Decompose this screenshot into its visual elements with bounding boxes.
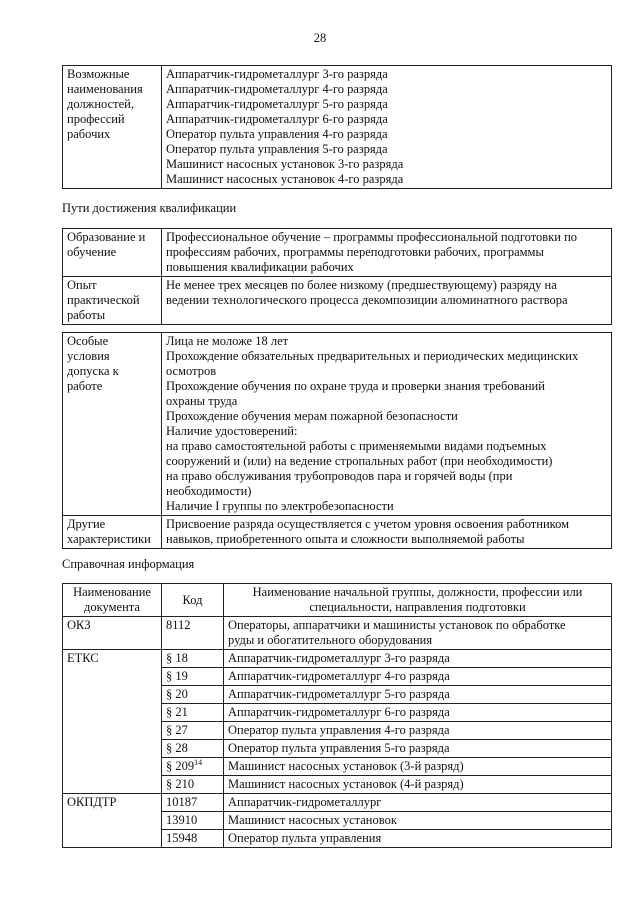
text-line: повышения квалификации рабочих — [166, 260, 354, 274]
job-title-item: Машинист насосных установок 4-го разряда — [166, 172, 404, 186]
name-cell: Аппаратчик-гидрометаллург 5-го разряда — [224, 686, 612, 704]
job-title-item: Аппаратчик-гидрометаллург 3-го разряда — [166, 67, 388, 81]
footnote-ref: 14 — [194, 757, 203, 767]
text-line: Наличие I группы по электробезопасности — [166, 499, 394, 513]
job-title-item: Машинист насосных установок 3-го разряда — [166, 157, 404, 171]
code-cell: 13910 — [162, 812, 224, 830]
table-row — [63, 277, 612, 325]
label-line: обучение — [67, 245, 117, 259]
code-cell: § 210 — [162, 776, 224, 794]
content-cell — [162, 516, 612, 549]
section-heading-paths: Пути достижения квалификации — [62, 201, 237, 215]
name-cell: Машинист насосных установок (3-й разряд) — [224, 758, 612, 776]
name-cell: Машинист насосных установок (4-й разряд) — [224, 776, 612, 794]
header-line: Наименование — [73, 585, 151, 599]
text-line: Не менее трех месяцев по более низкому (предшествующему) разряду на — [166, 278, 557, 292]
table-row — [63, 516, 612, 549]
text-line: ведении технологического процесса декомпозиции алюминатного раствора — [166, 293, 568, 307]
text-line: Присвоение разряда осуществляется с учетом уровня освоения работником — [166, 517, 569, 531]
label-line: Опыт — [67, 278, 97, 292]
label-line: условия — [67, 349, 110, 363]
label-cell — [63, 333, 162, 516]
header-code: Код — [162, 584, 224, 617]
code-cell — [162, 758, 224, 776]
code-cell: § 27 — [162, 722, 224, 740]
job-title-item: Аппаратчик-гидрометаллург 4-го разряда — [166, 82, 388, 96]
name-line: руды и обогатительного оборудования — [228, 633, 433, 647]
label-line: Особые — [67, 334, 109, 348]
name-cell — [224, 617, 612, 650]
code-cell: § 28 — [162, 740, 224, 758]
name-cell: Оператор пульта управления — [224, 830, 612, 848]
label-line: характеристики — [67, 532, 151, 546]
job-title-item: Аппаратчик-гидрометаллург 5-го разряда — [166, 97, 388, 111]
label-line: Образование и — [67, 230, 146, 244]
header-line: Наименование начальной группы, должности, профессии или — [252, 585, 583, 599]
code-cell: 8112 — [162, 617, 224, 650]
page-number: 28 — [313, 31, 327, 45]
doc-cell: ОКЗ — [63, 617, 162, 650]
label-line: рабочих — [67, 127, 111, 141]
job-title-item: Аппаратчик-гидрометаллург 6-го разряда — [166, 112, 388, 126]
doc-cell: ЕТКС — [63, 650, 162, 794]
name-line: Операторы, аппаратчики и машинисты установок по обработке — [228, 618, 566, 632]
table-row — [63, 650, 612, 668]
job-title-item: Оператор пульта управления 5-го разряда — [166, 142, 388, 156]
name-cell: Аппаратчик-гидрометаллург — [224, 794, 612, 812]
text-line: охраны труда — [166, 394, 238, 408]
label-line: профессий — [67, 112, 125, 126]
qualification-paths-table — [62, 228, 612, 325]
text-line: Профессиональное обучение – программы профессиональной подготовки по — [166, 230, 578, 244]
label-cell — [63, 277, 162, 325]
table-row — [63, 617, 612, 650]
table-row — [63, 794, 612, 812]
table-row — [63, 333, 612, 516]
label-line: работы — [67, 308, 106, 322]
label-cell — [63, 229, 162, 277]
text-line: Прохождение обязательных предварительных и периодических медицинских — [166, 349, 579, 363]
code-cell: § 20 — [162, 686, 224, 704]
label-cell — [63, 516, 162, 549]
label-line: Возможные — [67, 67, 130, 81]
text-line: сооружений и (или) на ведение стропальных работ (при необходимости) — [166, 454, 553, 468]
text-line: необходимости) — [166, 484, 252, 498]
table-row — [63, 66, 612, 189]
content-cell — [162, 333, 612, 516]
job-title-item: Оператор пульта управления 4-го разряда — [166, 127, 388, 141]
header-name — [224, 584, 612, 617]
label-line: практической — [67, 293, 140, 307]
text-line: Прохождение обучения по охране труда и проверки знания требований — [166, 379, 545, 393]
label-line: допуска к — [67, 364, 119, 378]
header-line: документа — [84, 600, 140, 614]
name-cell: Аппаратчик-гидрометаллург 3-го разряда — [224, 650, 612, 668]
content-cell — [162, 229, 612, 277]
header-document — [63, 584, 162, 617]
label-line: Другие — [67, 517, 106, 531]
code-cell: 10187 — [162, 794, 224, 812]
name-cell: Аппаратчик-гидрометаллург 4-го разряда — [224, 668, 612, 686]
code-cell: § 19 — [162, 668, 224, 686]
table-header-row — [63, 584, 612, 617]
text-line: осмотров — [166, 364, 217, 378]
content-cell — [162, 66, 612, 189]
code-text: § 209 — [166, 759, 195, 773]
code-cell: § 18 — [162, 650, 224, 668]
name-cell: Аппаратчик-гидрометаллург 6-го разряда — [224, 704, 612, 722]
header-line: специальности, направления подготовки — [309, 600, 526, 614]
label-line: наименования — [67, 82, 143, 96]
text-line: Лица не моложе 18 лет — [166, 334, 289, 348]
code-cell: § 21 — [162, 704, 224, 722]
text-line: Прохождение обучения мерам пожарной безопасности — [166, 409, 458, 423]
content-cell — [162, 277, 612, 325]
name-cell: Машинист насосных установок — [224, 812, 612, 830]
text-line: профессиям рабочих, программы переподготовки рабочих, программы — [166, 245, 544, 259]
text-line: навыков, приобретенного опыта и сложности выполняемой работы — [166, 532, 525, 546]
reference-table — [62, 583, 612, 848]
label-line: должностей, — [67, 97, 134, 111]
name-cell: Оператор пульта управления 4-го разряда — [224, 722, 612, 740]
code-cell: 15948 — [162, 830, 224, 848]
text-line: Наличие удостоверений: — [166, 424, 298, 438]
doc-cell: ОКПДТР — [63, 794, 162, 848]
text-line: на право обслуживания трубопроводов пара и горячей воды (при — [166, 469, 513, 483]
text-line: на право самостоятельной работы с применяемыми видами подъемных — [166, 439, 547, 453]
table-row — [63, 229, 612, 277]
job-titles-table — [62, 65, 612, 189]
admission-conditions-table — [62, 332, 612, 549]
section-heading-reference: Справочная информация — [62, 557, 195, 571]
name-cell: Оператор пульта управления 5-го разряда — [224, 740, 612, 758]
label-line: работе — [67, 379, 103, 393]
label-cell — [63, 66, 162, 189]
